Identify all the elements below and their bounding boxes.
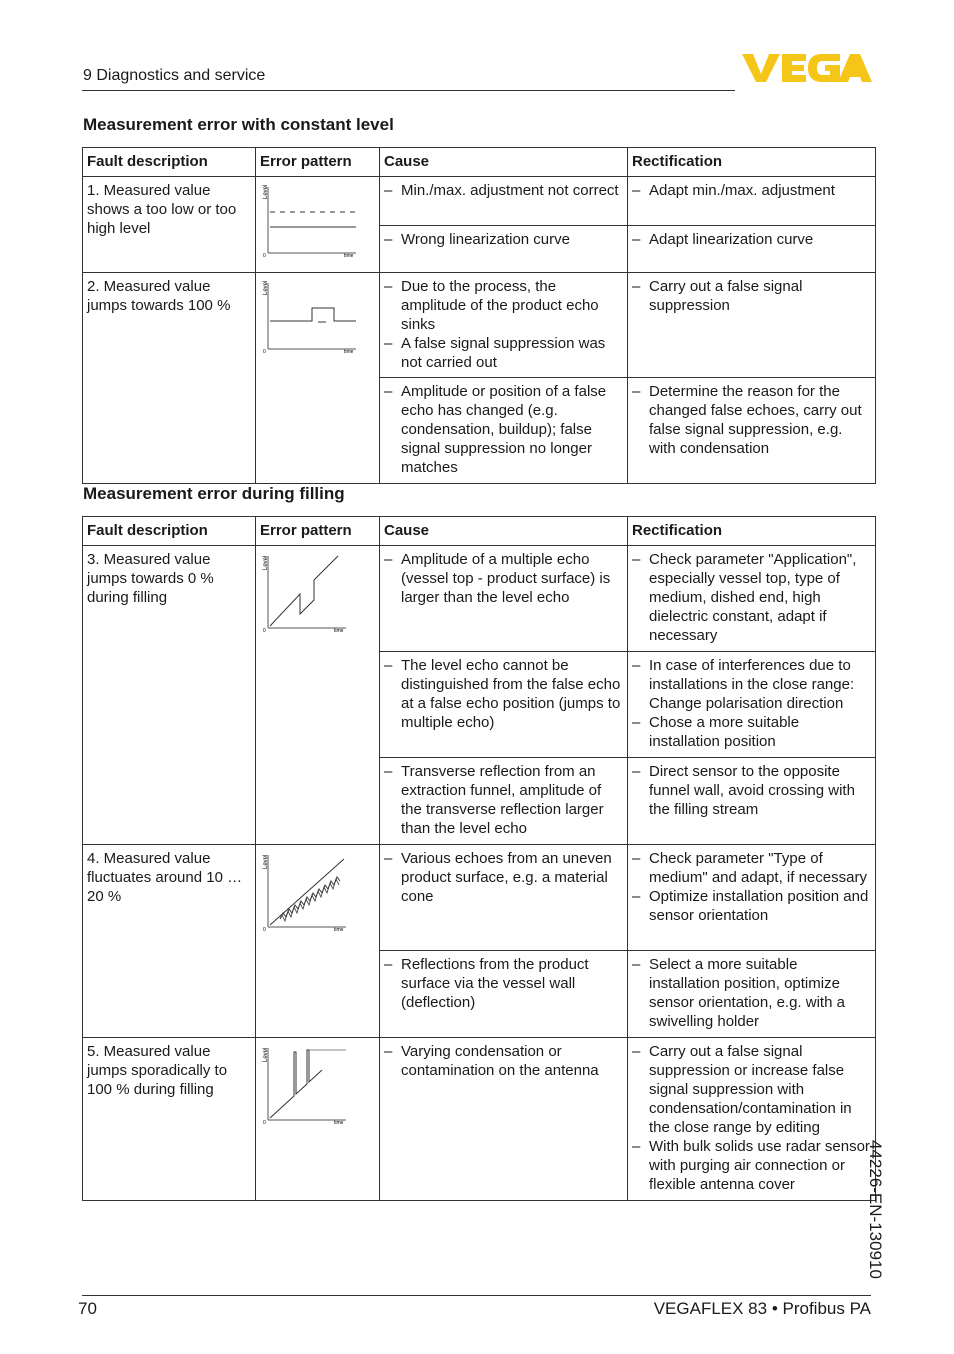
- rectification-item: – Chose a more suitable installation position: [632, 713, 871, 751]
- header-fault-description: Fault description: [83, 148, 256, 177]
- header-divider: [82, 90, 735, 91]
- svg-text:time: time: [334, 927, 344, 933]
- rectification-item: – Optimize installation position and sensor orientation: [632, 887, 871, 925]
- svg-text:0: 0: [263, 628, 266, 634]
- svg-text:0: 0: [263, 1120, 266, 1126]
- cause-cell: [380, 652, 628, 758]
- cause-item: – Varying condensation or contamination on the antenna: [384, 1042, 623, 1080]
- level-time-graph: [260, 181, 360, 261]
- svg-text:Level: Level: [263, 184, 269, 199]
- section-title-during-filling: Measurement error during filling: [83, 484, 345, 503]
- svg-text:0: 0: [263, 349, 266, 355]
- header-cause: Cause: [380, 517, 628, 546]
- cause-cell: [380, 177, 628, 226]
- level-time-graph: [260, 849, 350, 934]
- fault-description: 2. Measured value jumps towards 100 %: [83, 273, 256, 484]
- header-error-pattern: Error pattern: [256, 517, 380, 546]
- fault-description: 4. Measured value fluctuates around 10 … 20 %: [83, 845, 256, 1038]
- svg-text:time: time: [334, 1120, 344, 1126]
- cause-cell: [380, 226, 628, 273]
- rectification-item: – Adapt min./max. adjustment: [632, 181, 871, 200]
- rectification-item: – Adapt linearization curve: [632, 230, 871, 249]
- table-row: [83, 546, 876, 652]
- table-row: [83, 1038, 876, 1201]
- cause-item: – A false signal suppression was not carried out: [384, 334, 623, 372]
- cause-item: – Wrong linearization curve: [384, 230, 623, 249]
- table-row: [83, 177, 876, 226]
- rectification-item: – Carry out a false signal suppression: [632, 277, 871, 315]
- level-time-graph: [260, 550, 350, 635]
- cause-item: – Reflections from the product surface via the vessel wall (deflection): [384, 955, 623, 1012]
- rectification-cell: [628, 951, 876, 1038]
- rectification-cell: [628, 652, 876, 758]
- rectification-cell: [628, 546, 876, 652]
- document-code: 44226-EN-130910: [866, 1140, 885, 1279]
- cause-item: – Transverse reflection from an extraction funnel, amplitude of the transverse reflection larger than the level echo: [384, 762, 623, 838]
- header-cause: Cause: [380, 148, 628, 177]
- table-header-row: [83, 148, 876, 177]
- cause-cell: [380, 951, 628, 1038]
- error-pattern-graph: [256, 1038, 380, 1201]
- rectification-item: – Check parameter "Type of medium" and adapt, if necessary: [632, 849, 871, 887]
- cause-cell: [380, 1038, 628, 1201]
- cause-item: – Min./max. adjustment not correct: [384, 181, 623, 200]
- error-pattern-graph: [256, 845, 380, 1038]
- rectification-item: – In case of interferences due to installations in the close range: Change polarisation direction: [632, 656, 871, 713]
- cause-item: – Various echoes from an uneven product surface, e.g. a material cone: [384, 849, 623, 906]
- filling-table: [82, 516, 876, 1201]
- rectification-cell: [628, 758, 876, 845]
- table-row: [83, 845, 876, 951]
- page-number: 70: [78, 1299, 97, 1318]
- section-title-constant-level: Measurement error with constant level: [83, 115, 394, 134]
- rectification-cell: [628, 226, 876, 273]
- header-fault-description: Fault description: [83, 517, 256, 546]
- svg-text:time: time: [334, 628, 344, 634]
- cause-cell: [380, 758, 628, 845]
- footer-divider: [82, 1295, 871, 1296]
- rectification-item: – Direct sensor to the opposite funnel wall, avoid crossing with the filling stream: [632, 762, 871, 819]
- svg-text:0: 0: [263, 927, 266, 933]
- header-rectification: Rectification: [628, 517, 876, 546]
- rectification-cell: [628, 845, 876, 951]
- constant-level-table: [82, 147, 876, 484]
- svg-text:Level: Level: [263, 280, 269, 295]
- cause-cell: [380, 546, 628, 652]
- error-pattern-graph: [256, 273, 380, 484]
- svg-text:time: time: [344, 253, 354, 259]
- rectification-item: – With bulk solids use radar sensor with purging air connection or flexible antenna cover: [632, 1137, 871, 1194]
- svg-text:time: time: [344, 349, 354, 355]
- cause-item: – Amplitude of a multiple echo (vessel top - product surface) is larger than the level echo: [384, 550, 623, 607]
- product-name: VEGAFLEX 83 • Profibus PA: [653, 1299, 871, 1318]
- rectification-cell: [628, 177, 876, 226]
- rectification-cell: [628, 378, 876, 484]
- error-pattern-graph: [256, 177, 380, 273]
- table-row: [83, 273, 876, 378]
- chapter-heading: 9 Diagnostics and service: [83, 67, 266, 84]
- cause-cell: [380, 845, 628, 951]
- rectification-item: – Determine the reason for the changed false echoes, carry out false signal suppression, e.g. with condensation: [632, 382, 871, 458]
- cause-item: – Due to the process, the amplitude of the product echo sinks: [384, 277, 623, 334]
- svg-text:Level: Level: [263, 854, 269, 869]
- cause-item: – The level echo cannot be distinguished from the false echo at a false echo position (jumps to multiple echo): [384, 656, 623, 732]
- error-pattern-graph: [256, 546, 380, 845]
- cause-cell: [380, 273, 628, 378]
- svg-text:0: 0: [263, 253, 266, 259]
- vega-logo: [742, 52, 872, 84]
- rectification-item: – Carry out a false signal suppression or increase false signal suppression with condensation/contamination in the close range by editing: [632, 1042, 871, 1137]
- cause-cell: [380, 378, 628, 484]
- rectification-cell: [628, 1038, 876, 1201]
- fault-description: 5. Measured value jumps sporadically to 100 % during filling: [83, 1038, 256, 1201]
- rectification-cell: [628, 273, 876, 378]
- svg-text:Level: Level: [263, 555, 269, 570]
- header-error-pattern: Error pattern: [256, 148, 380, 177]
- fault-description: 3. Measured value jumps towards 0 % during filling: [83, 546, 256, 845]
- level-time-graph: [260, 1042, 350, 1127]
- rectification-item: – Check parameter "Application", especially vessel top, type of medium, dished end, high dielectric constant, adapt if necessary: [632, 550, 871, 645]
- level-time-graph: [260, 277, 360, 357]
- cause-item: – Amplitude or position of a false echo has changed (e.g. condensation, buildup); false signal suppression no longer matches: [384, 382, 623, 477]
- rectification-item: – Select a more suitable installation position, optimize sensor orientation, e.g. with a swivelling holder: [632, 955, 871, 1031]
- svg-text:Level: Level: [263, 1047, 269, 1062]
- header-rectification: Rectification: [628, 148, 876, 177]
- fault-description: 1. Measured value shows a too low or too high level: [83, 177, 256, 273]
- table-header-row: [83, 517, 876, 546]
